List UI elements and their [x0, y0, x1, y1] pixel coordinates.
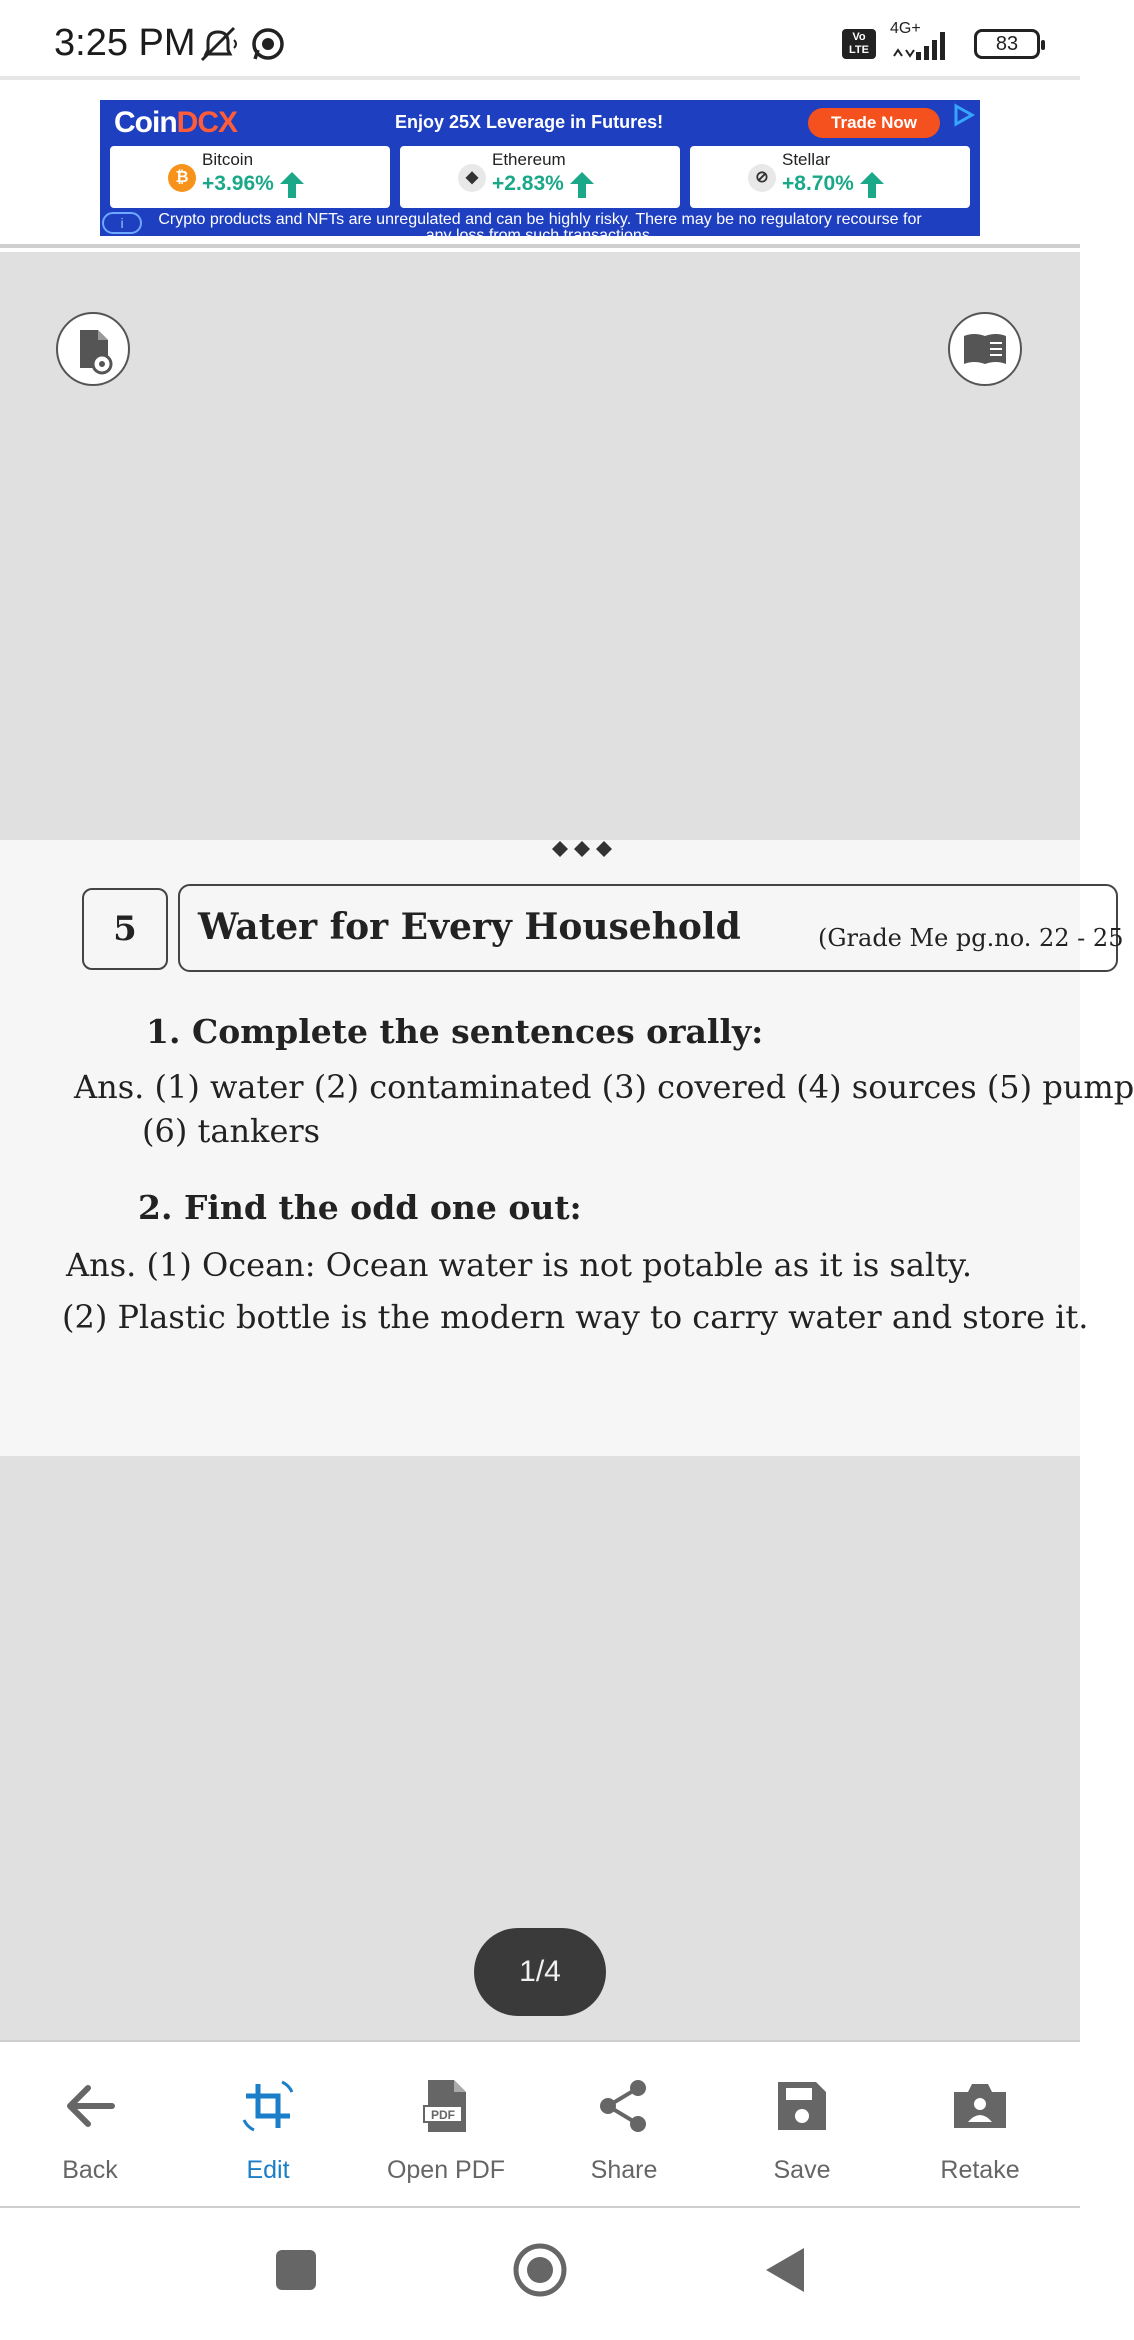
ethereum-icon: ◆: [458, 164, 486, 192]
ad-banner[interactable]: [100, 100, 980, 244]
muted-bell-icon: [196, 24, 240, 64]
share-button[interactable]: Share: [534, 2042, 714, 2210]
bitcoin-icon: ₿: [168, 164, 196, 192]
ornament-icon: [550, 838, 614, 864]
book-icon: [948, 312, 1022, 386]
up-arrow-icon: [860, 172, 884, 198]
document-viewer[interactable]: [0, 252, 1134, 2040]
status-time: 3:25 PM: [54, 22, 196, 64]
ad-choices-icon[interactable]: [950, 102, 976, 128]
retake-button[interactable]: Retake: [890, 2042, 1070, 2210]
status-bar: [0, 0, 1080, 76]
question-2-answer-2: (2) Plastic bottle is the modern way to carry water and store it.: [62, 1298, 1089, 1336]
ad-logo: CoinDCX: [114, 106, 237, 139]
question-2-heading: 2. Find the odd one out:: [138, 1188, 582, 1227]
up-arrow-icon: [570, 172, 594, 198]
question-1-heading: 1. Complete the sentences orally:: [146, 1012, 764, 1051]
page-indicator: 1/4: [474, 1928, 606, 2016]
coin-card-ethereum[interactable]: ◆ Ethereum +2.83%: [400, 146, 680, 208]
save-icon: [772, 2076, 832, 2136]
bottom-toolbar: [0, 2040, 1080, 2208]
back-nav-icon[interactable]: [760, 2244, 808, 2296]
whatsapp-icon: [250, 26, 286, 62]
volte-icon: Vo LTE: [842, 29, 876, 59]
question-1-answer-continued: (6) tankers: [142, 1112, 321, 1150]
page-reference: (Grade Me pg.no. 22 - 25: [818, 924, 1124, 952]
camera-icon: [950, 2076, 1010, 2136]
coin-card-bitcoin[interactable]: ₿ Bitcoin +3.96%: [110, 146, 390, 208]
document-view-icon: [56, 312, 130, 386]
signal-icon: [890, 20, 960, 62]
back-button[interactable]: Back: [0, 2042, 180, 2210]
chapter-number: 5: [82, 888, 168, 970]
ad-area: [0, 76, 1080, 248]
edit-button[interactable]: Edit: [178, 2042, 358, 2210]
recents-button[interactable]: [276, 2250, 316, 2290]
share-icon: [594, 2076, 654, 2136]
open-pdf-button[interactable]: PDF Open PDF: [356, 2042, 536, 2210]
ad-headline: Enjoy 25X Leverage in Futures!: [395, 112, 664, 132]
reader-mode-button[interactable]: [948, 312, 1022, 386]
question-1-answer: Ans. (1) water (2) contaminated (3) covered (4) sources (5) pump: [74, 1068, 1134, 1106]
arrow-left-icon: [60, 2076, 120, 2136]
stellar-icon: ⊘: [748, 164, 776, 192]
view-document-button[interactable]: [56, 312, 130, 386]
save-button[interactable]: Save: [712, 2042, 892, 2210]
chapter-title: Water for Every Household: [198, 906, 741, 948]
svg-text:PDF: PDF: [431, 2108, 455, 2122]
home-button[interactable]: [510, 2240, 570, 2300]
scanned-page[interactable]: [0, 840, 1134, 1456]
ad-info-button[interactable]: i: [102, 212, 142, 234]
chapter-title-box: [178, 884, 1124, 972]
ad-trade-now-button[interactable]: Trade Now: [808, 108, 940, 138]
pdf-file-icon: [416, 2076, 476, 2136]
ad-disclaimer: Crypto products and NFTs are unregulated and can be highly risky. There may be no regulatory recourse for any loss from such transactions.: [158, 211, 922, 244]
crop-rotate-icon: [238, 2076, 298, 2136]
network-type: 4G+: [890, 20, 921, 37]
coin-card-stellar[interactable]: ⊘ Stellar +8.70%: [690, 146, 970, 208]
up-arrow-icon: [280, 172, 304, 198]
battery-indicator: 83: [974, 29, 1040, 59]
question-2-answer-1: Ans. (1) Ocean: Ocean water is not potable as it is salty.: [66, 1246, 973, 1284]
system-nav-bar: [0, 2210, 1080, 2340]
